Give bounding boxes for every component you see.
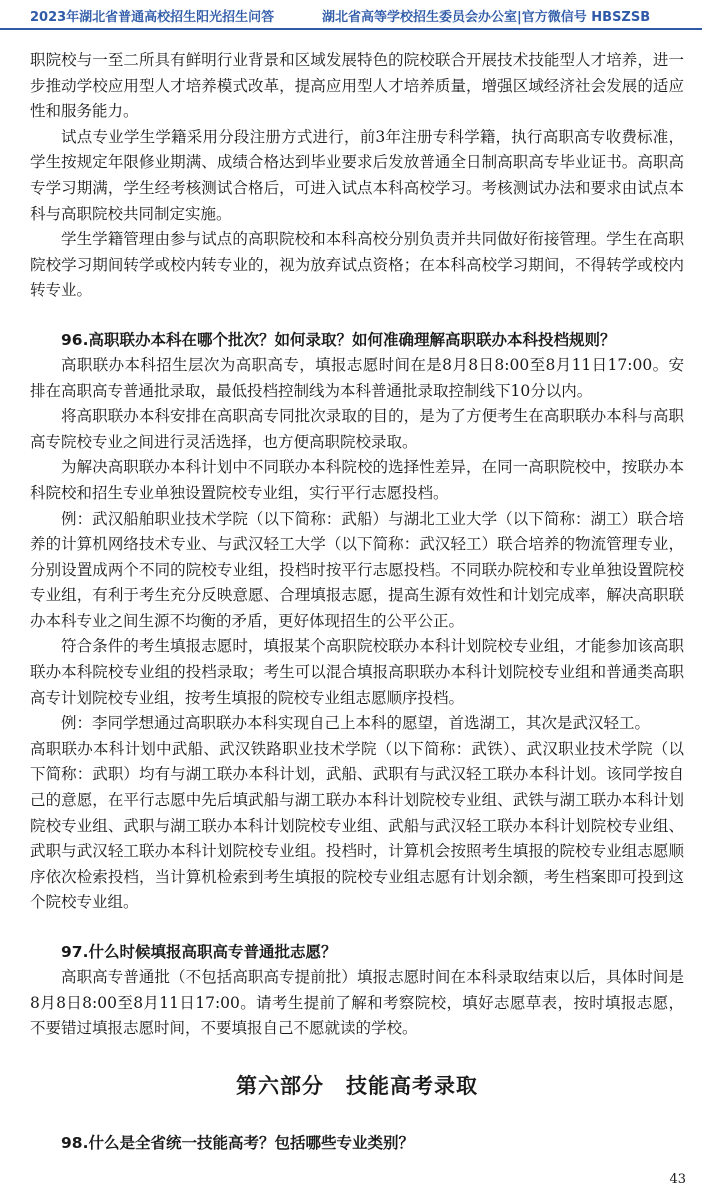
q96-paragraph: 符合条件的考生填报志愿时，填报某个高职院校联办本科计划院校专业组，才能参加该高职联办本科院校专业组的投档录取；考生可以混合填报高职联办本科计划院校专业组和普通类高职高专计划院校专业组，按考生填报的院校专业组志愿顺序投档。 [30, 637, 684, 707]
q97-paragraph: 高职高专普通批（不包括高职高专提前批）填报志愿时间在本科录取结束以后，具体时间是8月8日8:00至8月11日17:00。请考生提前了解和考察院校，填好志愿草表，按时填报志愿，不要错过填报志愿时间，不要填报自己不愿就读的学校。 [30, 968, 684, 1038]
section-title: 第六部分 技能高考录取 [236, 1073, 478, 1098]
question-98-heading: 98.什么是全省统一技能高考？包括哪些专业类别？ [61, 1133, 414, 1152]
header-right-title: 湖北省高等学校招生委员会办公室|官方微信号 HBSZSB [322, 10, 651, 25]
q96-paragraph: 例：武汉船舶职业技术学院（以下简称：武船）与湖北工业大学（以下简称：湖工）联合培养的计算机网络技术专业、与武汉轻工大学（以下简称：武汉轻工）联合培养的物流管理专业，分别设置成两个不同的院校专业组，投档时按平行志愿投档。不同联办院校和专业单独设置院校专业组，有利于考生充分反映意愿、合理填报志愿，提高生源有效性和计划完成率，解决高职联办本科专业之间生源不均衡的矛盾，更好体现招生的公平公正。 [30, 509, 684, 630]
q96-paragraph: 为解决高职联办本科计划中不同联办本科院校的选择性差异，在同一高职院校中，按联办本科院校和招生专业单独设置院校专业组，实行平行志愿投档。 [30, 458, 684, 502]
q96-paragraph: 将高职联办本科安排在高职高专同批次录取的目的，是为了方便考生在高职联办本科与高职高专院校专业之间进行灵活选择，也方便高职院校录取。 [30, 407, 684, 451]
q96-example-body: 高职联办本科计划中武船、武汉铁路职业技术学院（以下简称：武铁）、武汉职业技术学院（以下简称：武职）均有与湖工联办本科计划，武船、武职有与武汉轻工联办本科计划。该同学按自己的意愿，在平行志愿中先后填武船与湖工联办本科计划院校专业组、武铁与湖工联办本科计划院校专业组、武职与湖工联办本科计划院校专业组、武船与武汉轻工联办本科计划院校专业组、武职与武汉轻工联办本科计划院校专业组。投档时，计算机会按照考生填报的院校专业组志愿顺序依次检索投档，当计算机检索到考生填报的院校专业组志愿有计划余额，考生档案即可投到这个院校专业组。 [30, 739, 684, 912]
question-96-heading: 96.高职联办本科在哪个批次？如何录取？如何准确理解高职联办本科投档规则？ [61, 330, 616, 349]
page-number: 43 [669, 1172, 686, 1187]
q96-paragraph: 高职联办本科招生层次为高职高专，填报志愿时间在是8月8日8:00至8月11日17:00。安排在高职高专普通批录取，最低投档控制线为本科普通批录取控制线下10分以内。 [30, 355, 684, 400]
q96-example-first-line: 例：李同学想通过高职联办本科实现自己上本科的愿望，首选湖工，其次是武汉轻工。 [61, 714, 651, 733]
page-header [0, 0, 702, 30]
intro-paragraph: 试点专业学生学籍采用分段注册方式进行，前3年注册专科学籍，执行高职高专收费标准，学生按规定年限修业期满、成绩合格达到毕业要求后发放普通全日制高职高专毕业证书。高职高专学习期满，学生经考核测试合格后，可进入试点本科高校学习。考核测试办法和要求由试点本科与高职院校共同制定实施。 [30, 127, 684, 223]
intro-paragraph: 职院校与一至二所具有鲜明行业背景和区域发展特色的院校联合开展技术技能型人才培养，进一步推动学校应用型人才培养模式改革，提高应用型人才培养质量，增强区域经济社会发展的适应性和服务能力。 [30, 51, 684, 121]
intro-paragraph: 学生学籍管理由参与试点的高职院校和本科高校分别负责并共同做好衔接管理。学生在高职院校学习期间转学或校内转专业的，视为放弃试点资格；在本科高校学习期间，不得转学或校内转专业。 [30, 230, 684, 300]
header-left-title: 2023年湖北省普通高校招生阳光招生问答 [30, 10, 275, 25]
document-body [30, 48, 684, 1156]
question-97-heading: 97.什么时候填报高职高专普通批志愿？ [61, 943, 337, 961]
